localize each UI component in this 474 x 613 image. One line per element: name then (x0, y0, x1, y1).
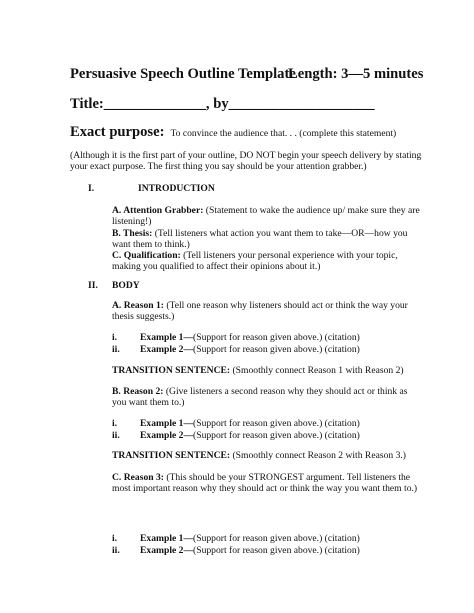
example-text: (Support for reason given above.) (citation) (193, 418, 360, 429)
example-numeral: i. (112, 533, 118, 544)
reason-2-label: B. Reason 2: (112, 386, 164, 397)
example-label: Example 1— (140, 418, 194, 429)
transition-sentence-1 (112, 365, 404, 376)
reason-3-text: (This should be your STRONGEST argument. Tell listeners the most important reason why they should act or think the way you want them to.) (112, 472, 418, 495)
transition-label: TRANSITION SENTENCE: (112, 450, 231, 461)
example-numeral: i. (112, 332, 118, 343)
example-numeral: i. (112, 418, 118, 429)
example-text: (Support for reason given above.) (citation) (193, 533, 360, 544)
example-numeral: ii. (112, 545, 120, 556)
example-label: Example 2— (140, 430, 194, 441)
reason-1 (112, 300, 422, 323)
example-numeral: ii. (112, 430, 120, 441)
exact-purpose (70, 124, 396, 141)
reason-1-text: (Tell one reason why listeners should act or think the way your thesis suggests.) (112, 300, 408, 323)
title-by-line: Title:______________, by____________________ (70, 96, 375, 112)
document-title (70, 66, 424, 83)
example-text: (Support for reason given above.) (citation) (193, 332, 360, 343)
example-label: Example 1— (140, 332, 194, 343)
reason-1-label: A. Reason 1: (112, 300, 164, 311)
reason-2-example-1 (112, 418, 412, 430)
transition-sentence-2 (112, 450, 406, 461)
reason-3-example-2 (112, 545, 412, 557)
reason-3-label: C. Reason 3: (112, 472, 164, 483)
instruction-note: (Although it is the first part of your outline, DO NOT begin your speech delivery by stating your exact purpose. The first thing you say should be your attention grabber.) (70, 150, 422, 173)
reason-1-example-2 (112, 344, 412, 356)
reason-3-example-1 (112, 533, 412, 545)
example-numeral: ii. (112, 344, 120, 355)
attention-grabber-label: A. Attention Grabber: (112, 205, 204, 216)
example-text: (Support for reason given above.) (citation) (193, 545, 360, 556)
reason-3 (112, 472, 422, 495)
intro-item-thesis (112, 228, 422, 251)
example-label: Example 2— (140, 545, 194, 556)
reason-2 (112, 386, 422, 409)
example-text: (Support for reason given above.) (citation) (193, 344, 360, 355)
thesis-text: (Tell listeners what action you want them to take—OR—how you want them to think.) (112, 228, 408, 251)
example-text: (Support for reason given above.) (citation) (193, 430, 360, 441)
reason-2-example-2 (112, 430, 412, 442)
section-title-intro: INTRODUCTION (138, 183, 215, 194)
qualification-label: C. Qualification: (112, 250, 181, 261)
section-number-intro: I. (88, 183, 95, 194)
intro-item-qualification (112, 250, 422, 273)
transition-text: (Smoothly connect Reason 2 with Reason 3.) (230, 450, 406, 461)
reason-1-example-1 (112, 332, 412, 344)
qualification-text: (Tell listeners your personal experience with your topic, making you qualified to affect their opinions about it.) (112, 250, 398, 273)
section-number-body: II. (88, 280, 98, 291)
exact-purpose-text: To convince the audience that. . . (complete this statement) (170, 128, 397, 139)
title-text: Persuasive Speech Outline Template (70, 66, 296, 82)
example-label: Example 2— (140, 344, 194, 355)
reason-2-text: (Give listeners a second reason why they should act or think as you want them to.) (112, 386, 408, 409)
transition-text: (Smoothly connect Reason 1 with Reason 2) (230, 365, 404, 376)
exact-purpose-label: Exact purpose: (70, 124, 165, 140)
thesis-label: B. Thesis: (112, 228, 153, 239)
transition-label: TRANSITION SENTENCE: (112, 365, 231, 376)
example-label: Example 1— (140, 533, 194, 544)
intro-item-attention-grabber (112, 205, 422, 228)
section-title-body: BODY (112, 280, 140, 291)
length-text: Length: 3—5 minutes (288, 66, 424, 82)
attention-grabber-text: (Statement to wake the audience up/ make sure they are listening!) (112, 205, 420, 228)
